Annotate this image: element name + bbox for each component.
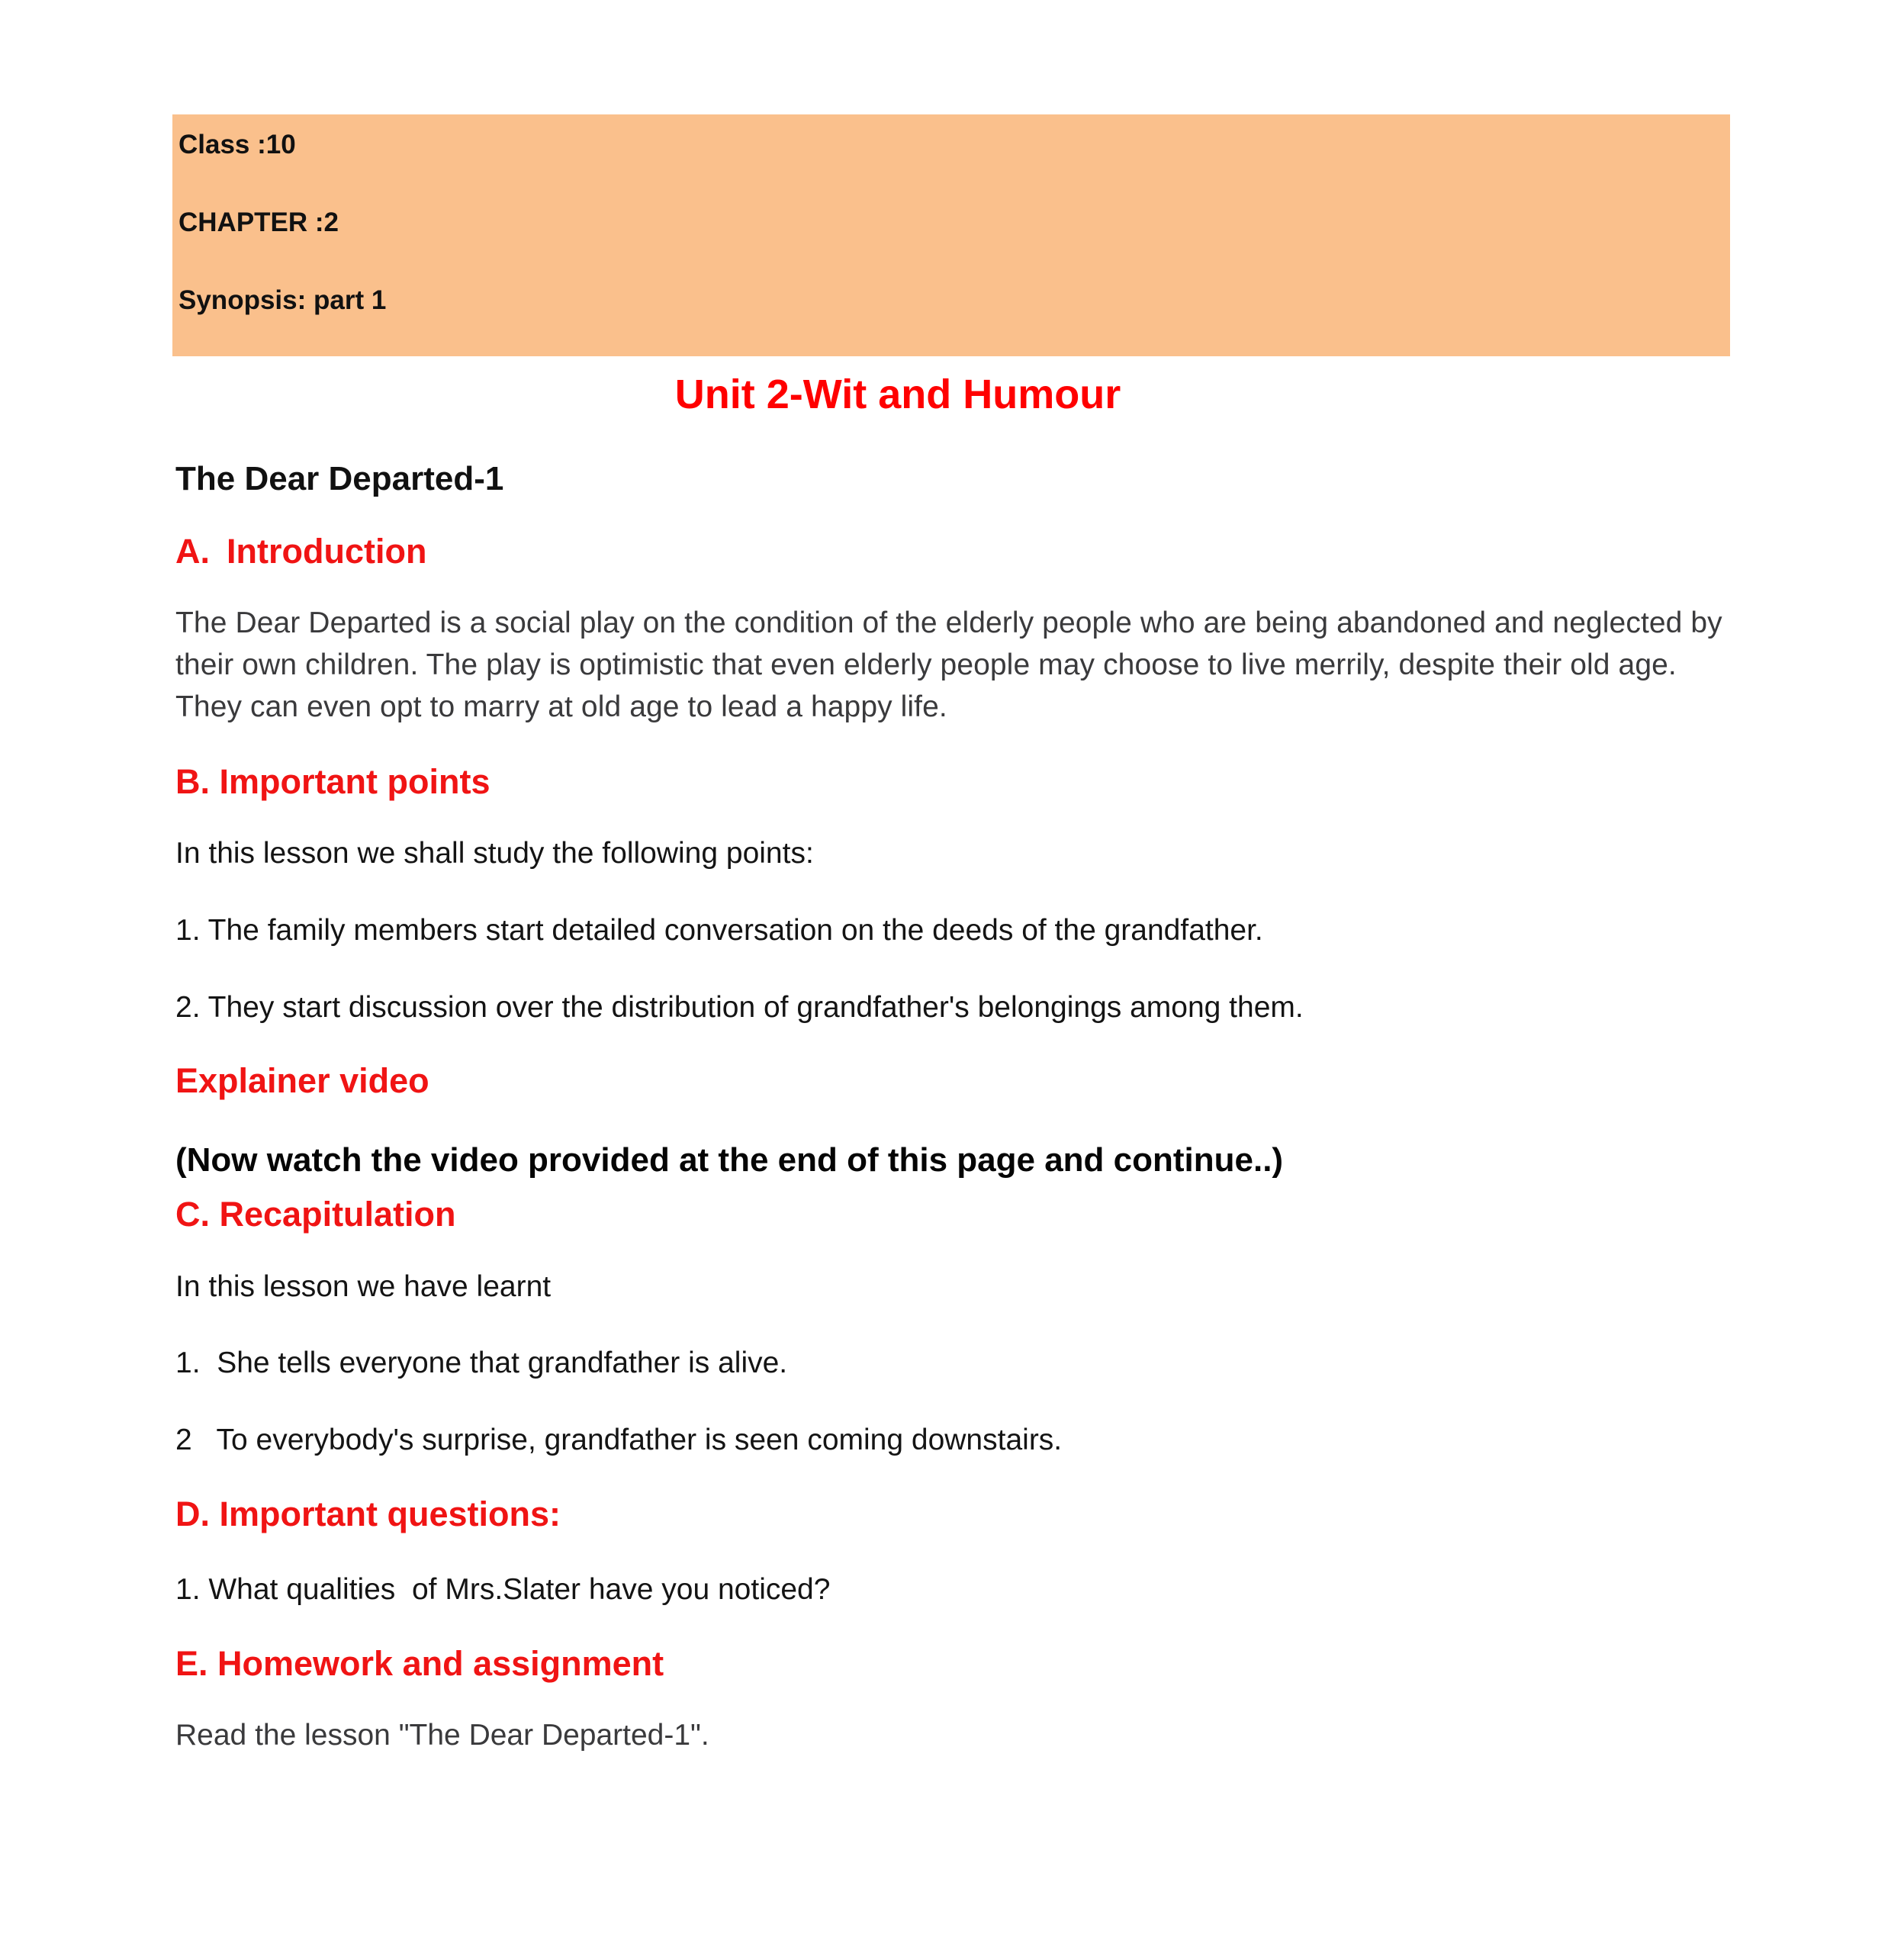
lesson-title: The Dear Departed-1 — [175, 460, 504, 498]
class-label: Class :10 — [178, 130, 296, 159]
chapter-label: CHAPTER :2 — [178, 208, 339, 237]
class-info-banner — [172, 114, 1730, 356]
homework-text: Read the lesson "The Dear Departed-1". — [175, 1718, 709, 1752]
list-item: 1. The family members start detailed conversation on the deeds of the grandfather. — [175, 914, 1263, 948]
heading-introduction-marker: A. — [175, 531, 210, 571]
list-item: 1. What qualities of Mrs.Slater have you noticed? — [175, 1573, 831, 1607]
list-item: 2. They start discussion over the distribution of grandfather's belongings among them. — [175, 990, 1304, 1024]
heading-recapitulation: C. Recapitulation — [175, 1194, 456, 1234]
list-item: 1. She tells everyone that grandfather is alive. — [175, 1347, 788, 1380]
heading-introduction-label: Introduction — [227, 531, 427, 571]
heading-homework: E. Homework and assignment — [175, 1643, 664, 1683]
page-title: Unit 2-Wit and Humour — [674, 372, 1121, 417]
synopsis-label: Synopsis: part 1 — [178, 285, 387, 315]
recapitulation-intro: In this lesson we have learnt — [175, 1269, 552, 1303]
heading-important-points: B. Important points — [175, 761, 490, 801]
document-content — [172, 356, 1730, 1755]
introduction-paragraph: The Dear Departed is a social play on the condition of the elderly people who are being abandoned and neglected by their own children. The play is optimistic that even elderly people may choose to live merrily, despite their old age. They can even opt to marry at old age to lead a happy life. — [175, 606, 1722, 724]
heading-explainer-video: Explainer video — [175, 1061, 429, 1101]
list-item: 2 To everybody's surprise, grandfather is seen coming downstairs. — [175, 1423, 1063, 1456]
important-points-intro: In this lesson we shall study the following points: — [175, 837, 814, 870]
heading-introduction — [175, 532, 1730, 571]
explainer-video-note: (Now watch the video provided at the end of this page and continue..) — [175, 1141, 1284, 1179]
heading-important-questions: D. Important questions: — [175, 1494, 561, 1533]
